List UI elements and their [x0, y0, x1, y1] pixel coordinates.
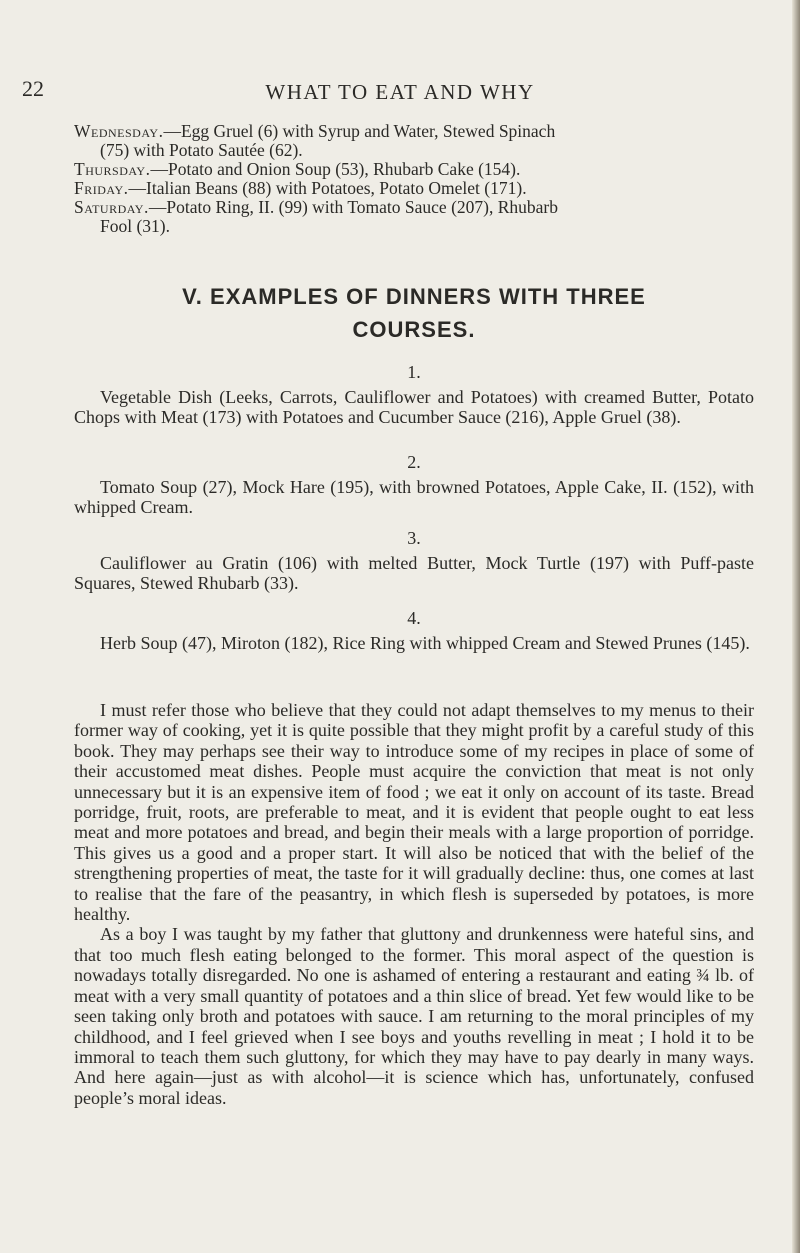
dinner-example-3 — [74, 528, 754, 594]
page-number: 22 — [22, 76, 44, 101]
menu-day: Saturday. — [74, 197, 149, 217]
menu-day: Thursday. — [74, 159, 151, 179]
example-text: Herb Soup (47), Miroton (182), Rice Ring with whipped Cream and Stewed Prunes (145). — [100, 632, 750, 653]
menu-text: —Egg Gruel (6) with Syrup and Water, Stewed Spinach — [163, 121, 556, 141]
section-heading-line: COURSES. — [352, 317, 476, 342]
menu-day: Wednesday. — [74, 121, 164, 141]
section-heading-line: V. EXAMPLES OF DINNERS WITH THREE — [182, 284, 646, 309]
example-text: Cauliflower au Gratin (106) with melted Butter, Mock Turtle (197) with Puff-paste Squares, Stewed Rhubarb (33). — [74, 552, 754, 593]
dinner-example-2 — [74, 452, 754, 518]
menu-thursday — [74, 160, 754, 179]
section-heading — [74, 280, 754, 346]
dinner-example-1 — [74, 362, 754, 428]
essay-text — [74, 700, 754, 1108]
menu-text-continued: Fool (31). — [100, 216, 170, 236]
daily-menu-list — [74, 122, 754, 236]
menu-text-continued: (75) with Potato Sautée (62). — [100, 140, 303, 160]
menu-saturday — [74, 198, 754, 236]
dinner-example-4 — [74, 608, 754, 653]
example-text: Vegetable Dish (Leeks, Carrots, Cauliflower and Potatoes) with creamed Butter, Potato Chops with Meat (173) with Potatoes and Cucumber Sauce (216), Apple Gruel (38). — [74, 386, 754, 427]
menu-text: —Italian Beans (88) with Potatoes, Potato Omelet (171). — [128, 178, 527, 198]
example-number: 3. — [407, 528, 421, 548]
example-number: 1. — [407, 362, 421, 382]
menu-day: Friday. — [74, 178, 129, 198]
menu-text: —Potato Ring, II. (99) with Tomato Sauce (207), Rhubarb — [148, 197, 559, 217]
paragraph: As a boy I was taught by my father that gluttony and drunkenness were hateful sins, and that too much flesh eating belonged to the former. This moral aspect of the question is nowadays totally disregarded. No one is ashamed of entering a restaurant and eating ¾ lb. of meat with a very small quantity of potatoes and a thin slice of bread. Yet few would like to be seen taking only broth and potatoes with sauce. I am returning to the moral principles of my childhood, and I feel grieved when I see boys and youths revelling in meat ; I hold it to be immoral to teach them such gluttony, for which they may have to pay dearly in many ways. And here again—just as with alcohol—it is science which has, unfortunately, confused people’s moral ideas. — [74, 924, 754, 1108]
page-edge-shadow — [792, 0, 800, 1253]
paragraph: I must refer those who believe that they could not adapt themselves to my menus to their former way of cooking, yet it is quite possible that they might profit by a careful study of this book. They may perhaps see their way to introduce some of my recipes in place of some of their accustomed meat dishes. People must acquire the conviction that meat is not only unnecessary but it is an expensive item of food ; we eat it only on account of its taste. Bread porridge, fruit, roots, are preferable to meat, and it is evident that people ought to eat less meat and more potatoes and bread, and begin their meals with a large proportion of porridge. This gives us a good and a proper start. It will also be noticed that with the belief of the strengthening properties of meat, the taste for it will gradually decline: thus, one comes at last to realise that the fare of the peasantry, in which flesh is superseded by potatoes, is more healthy. — [74, 700, 754, 925]
menu-wednesday — [74, 122, 754, 160]
menu-text: —Potato and Onion Soup (53), Rhubarb Cake (154). — [150, 159, 521, 179]
example-number: 2. — [407, 452, 421, 472]
running-head: WHAT TO EAT AND WHY — [265, 80, 535, 104]
menu-friday — [74, 179, 754, 198]
example-number: 4. — [407, 608, 421, 628]
example-text: Tomato Soup (27), Mock Hare (195), with browned Potatoes, Apple Cake, II. (152), with whipped Cream. — [74, 476, 754, 517]
